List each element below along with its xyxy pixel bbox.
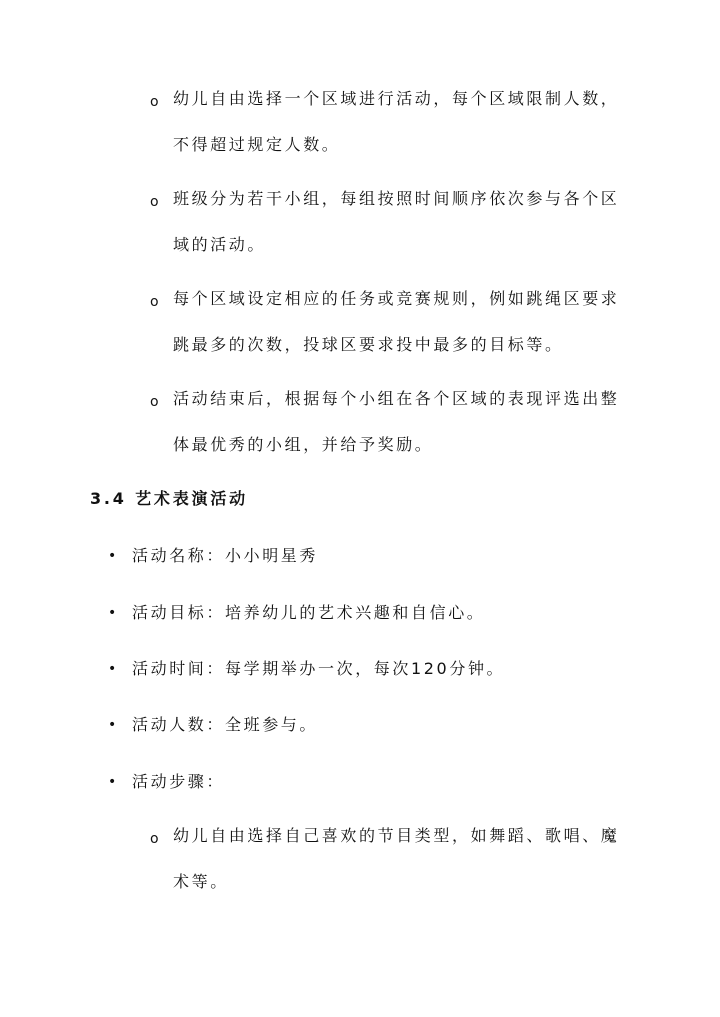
list-item-text: 幼儿自由选择自己喜欢的节目类型，如舞蹈、歌唱、魔术等。	[173, 826, 620, 891]
list-item	[108, 658, 628, 680]
bullet-marker: •	[108, 774, 117, 790]
list-item-text: 幼儿自由选择一个区域进行活动，每个区域限制人数，不得超过规定人数。	[173, 89, 620, 154]
bullet-marker: •	[108, 661, 117, 677]
hollow-bullet-marker: o	[150, 94, 159, 110]
list-item	[108, 545, 628, 567]
list-item-text: 活动名称：小小明星秀	[132, 546, 319, 565]
list-item	[108, 714, 628, 736]
list-item	[150, 188, 630, 268]
list-item	[150, 825, 630, 905]
hollow-bullet-marker: o	[150, 831, 159, 847]
list-item	[108, 771, 628, 793]
list-item	[150, 88, 630, 168]
hollow-bullet-marker: o	[150, 294, 159, 310]
list-item-text: 活动结束后，根据每个小组在各个区域的表现评选出整体最优秀的小组，并给予奖励。	[173, 389, 620, 454]
hollow-bullet-marker: o	[150, 194, 159, 210]
list-item-text: 活动时间：每学期举办一次，每次120分钟。	[132, 659, 506, 678]
list-item-text: 活动目标：培养幼儿的艺术兴趣和自信心。	[132, 603, 486, 622]
list-item-text: 班级分为若干小组，每组按照时间顺序依次参与各个区域的活动。	[173, 189, 620, 254]
bullet-marker: •	[108, 605, 117, 621]
bullet-marker: •	[108, 717, 117, 733]
bullet-marker: •	[108, 548, 117, 564]
list-item	[150, 288, 630, 368]
hollow-bullet-marker: o	[150, 394, 159, 410]
section-heading: 3.4 艺术表演活动	[90, 489, 248, 508]
list-item-text: 每个区域设定相应的任务或竞赛规则，例如跳绳区要求跳最多的次数，投球区要求投中最多的目标等。	[173, 289, 620, 354]
list-item	[150, 388, 630, 468]
list-item	[108, 602, 628, 624]
list-item-text: 活动步骤：	[132, 772, 226, 791]
list-item-text: 活动人数：全班参与。	[132, 715, 319, 734]
